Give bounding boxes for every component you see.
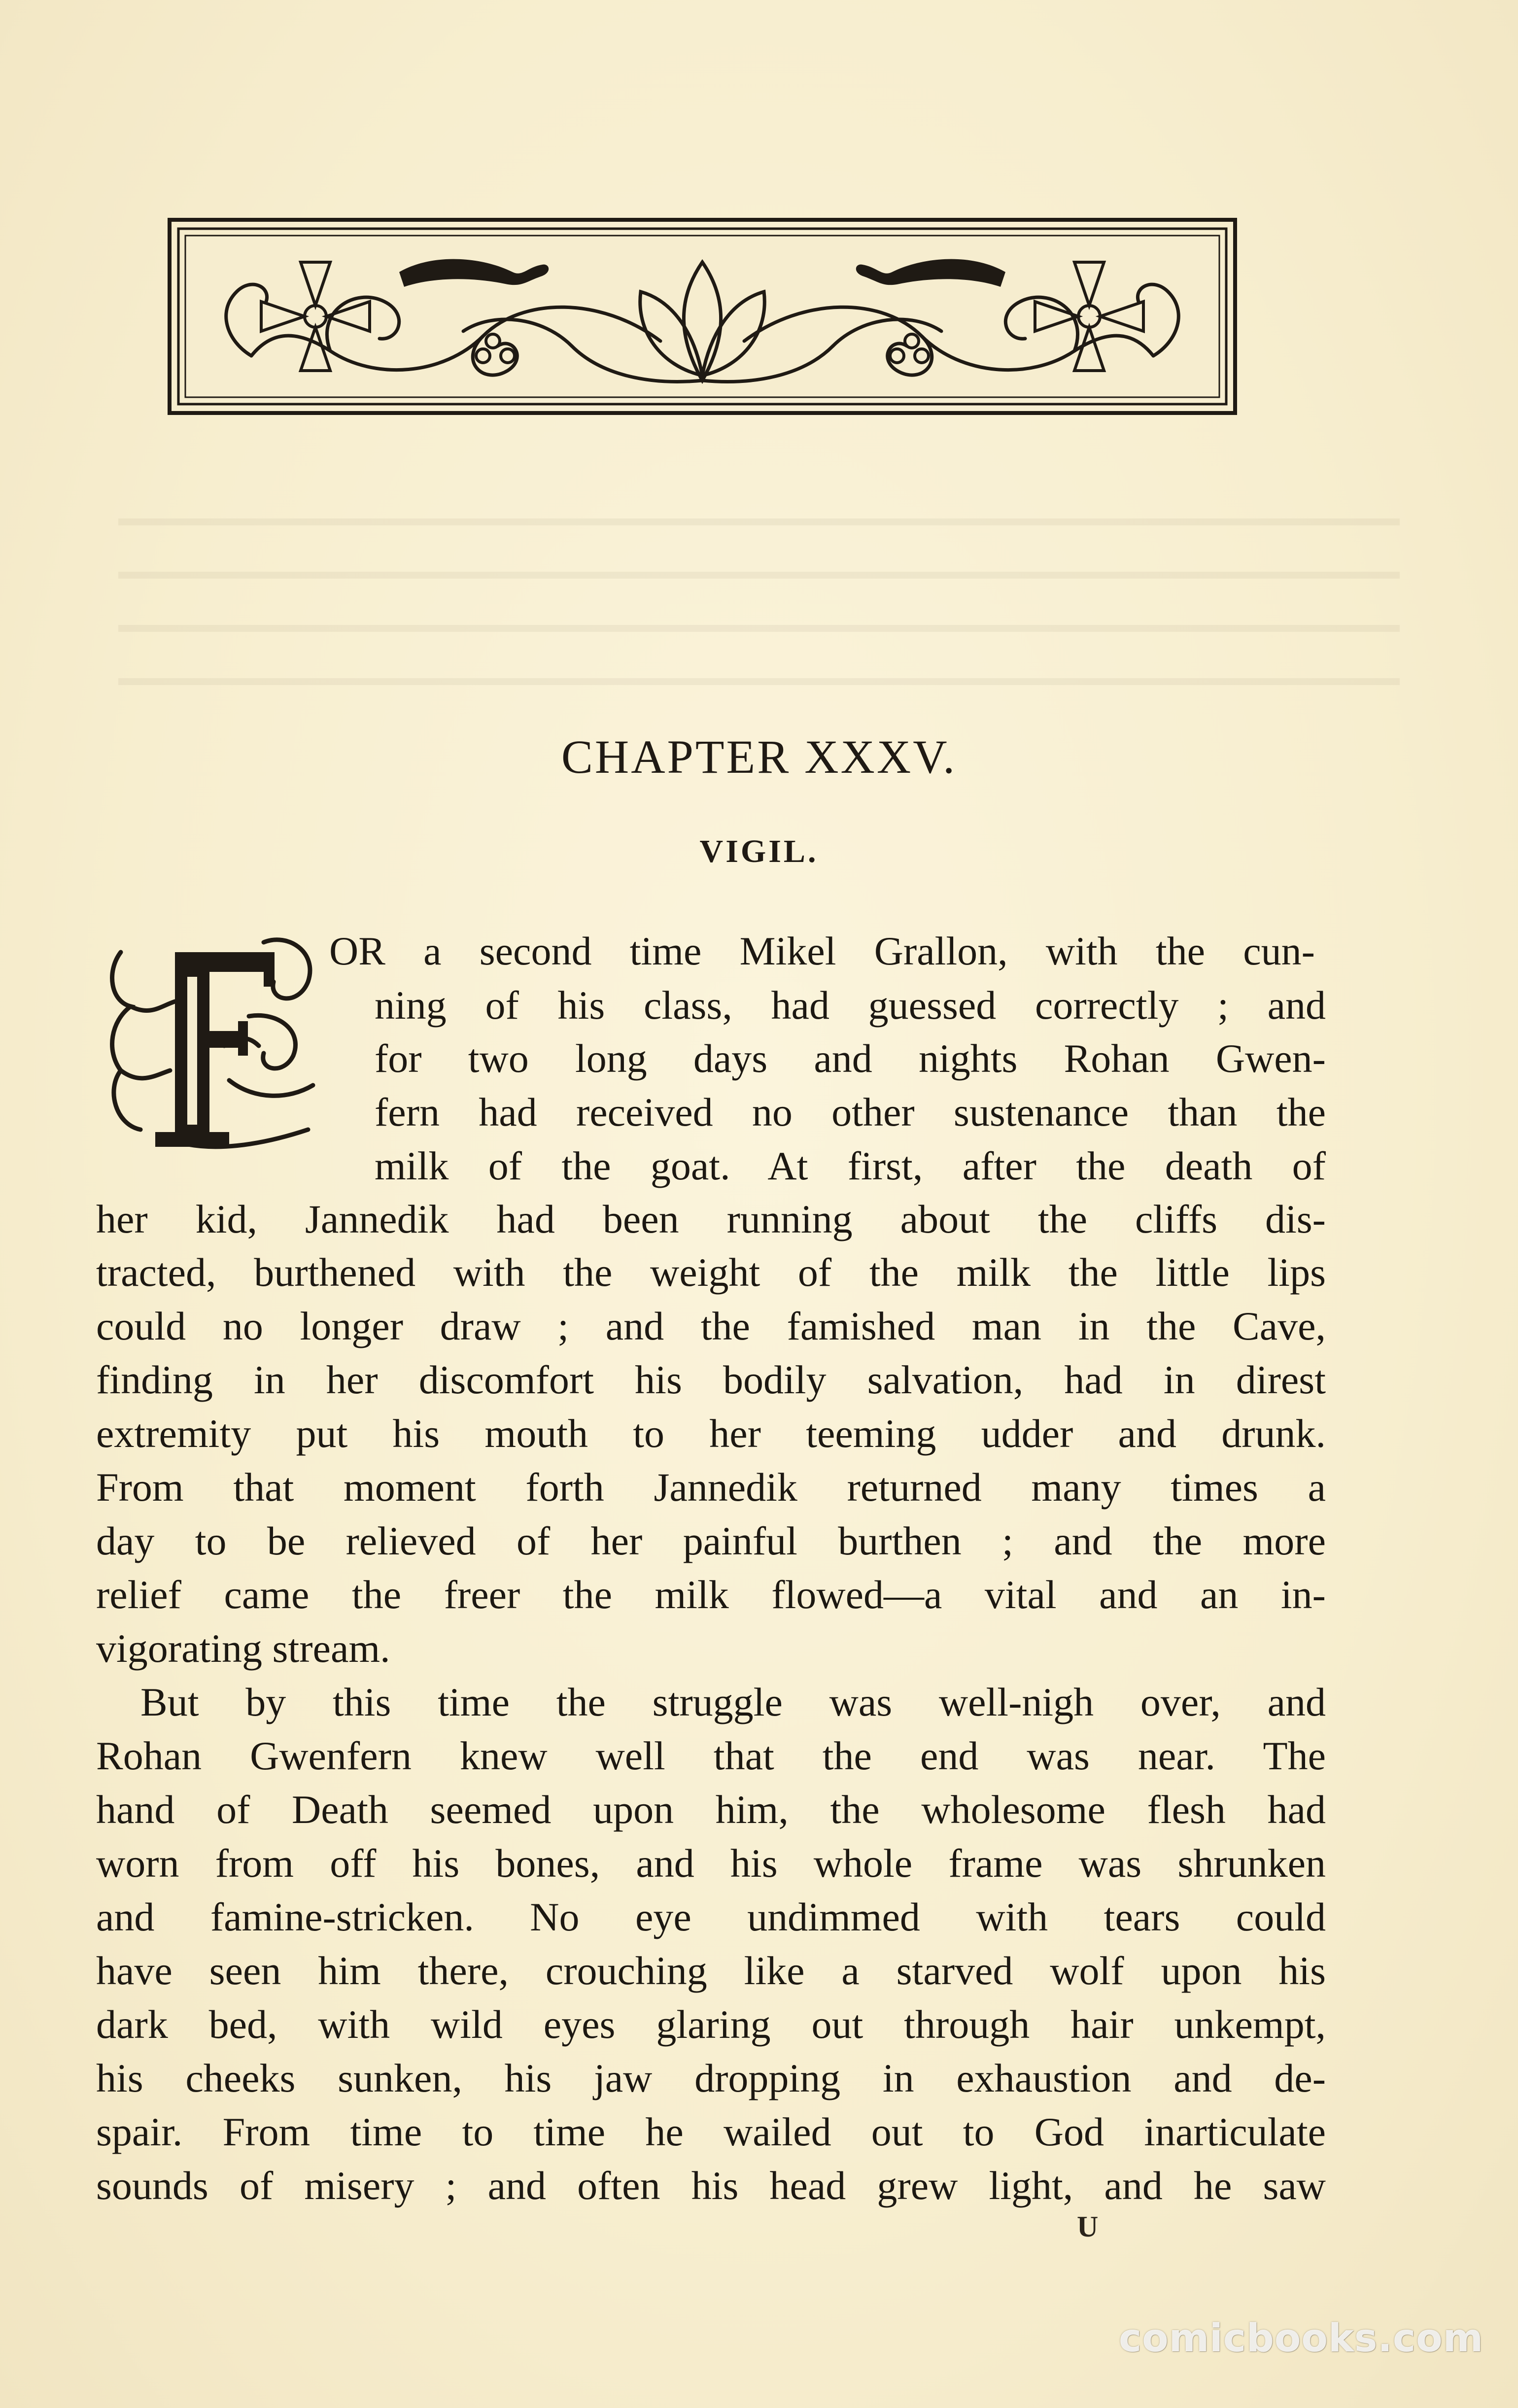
text-line: his cheeks sunken, his jaw dropping in exhaustion and de- xyxy=(96,2056,1326,2100)
text-line: Rohan Gwenfern knew well that the end was near. The xyxy=(96,1733,1326,1778)
text-line: relief came the freer the milk flowed—a vital and an in- xyxy=(96,1572,1326,1617)
text-line: her kid, Jannedik had been running about the cliffs dis- xyxy=(96,1197,1326,1241)
text-line: milk of the goat. At first, after the death of xyxy=(375,1143,1326,1188)
text-line: fern had received no other sustenance than the xyxy=(375,1090,1326,1135)
text-line: and famine-stricken. No eye undimmed with tears could xyxy=(96,1894,1326,1939)
text-line: extremity put his mouth to her teeming udder and drunk. xyxy=(96,1411,1326,1456)
text-line: sounds of misery ; and often his head grew light, and he saw xyxy=(96,2163,1326,2208)
text-line: But by this time the struggle was well-nigh over, and xyxy=(140,1680,1326,1724)
text-line: day to be relieved of her painful burthen ; and the more xyxy=(96,1518,1326,1563)
text-line: vigorating stream. xyxy=(96,1626,390,1671)
text-line: hand of Death seemed upon him, the wholesome flesh had xyxy=(96,1787,1326,1832)
chapter-heading: CHAPTER XXXV. xyxy=(561,730,957,783)
text-line: could no longer draw ; and the famished man in the Cave, xyxy=(96,1304,1326,1348)
text-line: finding in her discomfort his bodily salvation, had in direst xyxy=(96,1357,1326,1402)
text-line: From that moment forth Jannedik returned many times a xyxy=(96,1465,1326,1510)
text-line: have seen him there, crouching like a starved wolf upon his xyxy=(96,1948,1326,1993)
text-line: tracted, burthened with the weight of the milk the little lips xyxy=(96,1250,1326,1295)
text-line: worn from off his bones, and his whole frame was shrunken xyxy=(96,1841,1326,1886)
text-line: dark bed, with wild eyes glaring out through hair unkempt, xyxy=(96,2002,1326,2047)
ornamental-header-band xyxy=(168,218,1237,415)
text-line: OR a second time Mikel Grallon, with the cun- xyxy=(329,929,1315,973)
ornamental-drop-cap xyxy=(101,923,325,1154)
chapter-subtitle: VIGIL. xyxy=(699,833,819,869)
watermark: comicbooks.com xyxy=(1119,2316,1484,2361)
show-through-text xyxy=(118,473,1400,685)
text-line: spair. From time to time he wailed out to God inarticulate xyxy=(96,2109,1326,2154)
text-line: ning of his class, had guessed correctly ; and xyxy=(375,983,1326,1028)
text-line: for two long days and nights Rohan Gwen- xyxy=(375,1036,1326,1081)
signature-mark: U xyxy=(1077,2210,1099,2243)
